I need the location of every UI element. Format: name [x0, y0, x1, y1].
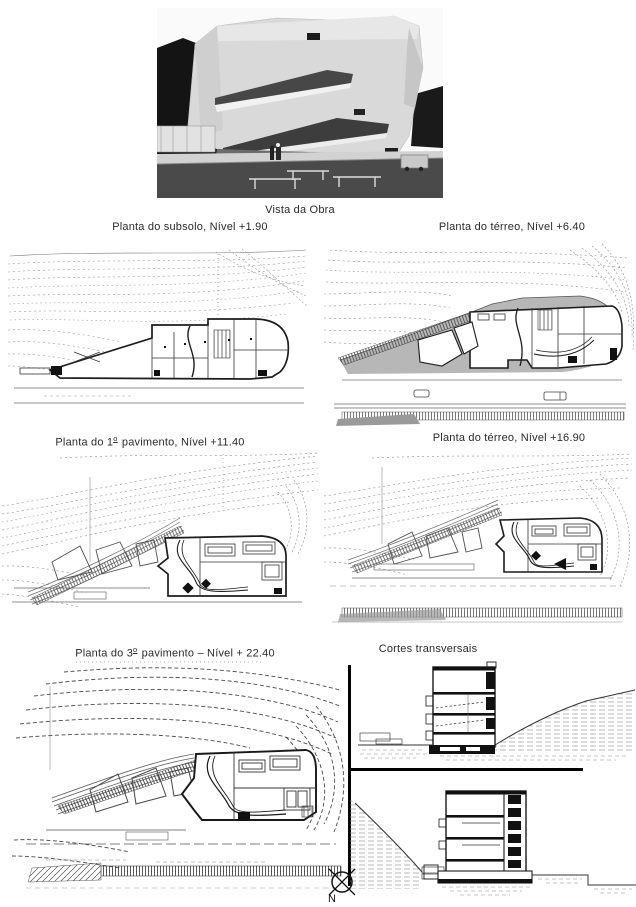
- figure-plan-3pav: [6, 660, 351, 900]
- figure-plan-subsolo: [4, 246, 312, 422]
- figure-plan-1pav: [0, 450, 320, 628]
- caption-cortes: Cortes transversais: [378, 643, 478, 655]
- caption-plan-1pav: Planta do 1$^o$ pavimento, Nível +11.40: [55, 434, 245, 449]
- caption-plan-3pav: Planta do 3$^o$ pavimento – Nível + 22.40: [75, 645, 275, 660]
- figure-plan-terreo-1690: [322, 452, 636, 628]
- figure-section-1: [356, 656, 635, 764]
- north-arrow-icon: [320, 862, 364, 906]
- figure-plan-terreo-640: [322, 242, 635, 426]
- figure-section-2: [350, 775, 636, 903]
- north-label: N: [328, 893, 336, 905]
- caption-plan-terreo-640: Planta do térreo, Nível +6.40: [438, 221, 586, 233]
- building-photo: [157, 8, 443, 198]
- caption-plan-terreo-1690: Planta do térreo, Nível +16.90: [432, 432, 586, 444]
- section-divider-horizontal: [350, 768, 583, 771]
- building-photo-art: [157, 8, 443, 198]
- photo-caption: Vista da Obra: [265, 204, 335, 216]
- caption-plan-subsolo: Planta do subsolo, Nível +1.90: [112, 221, 268, 233]
